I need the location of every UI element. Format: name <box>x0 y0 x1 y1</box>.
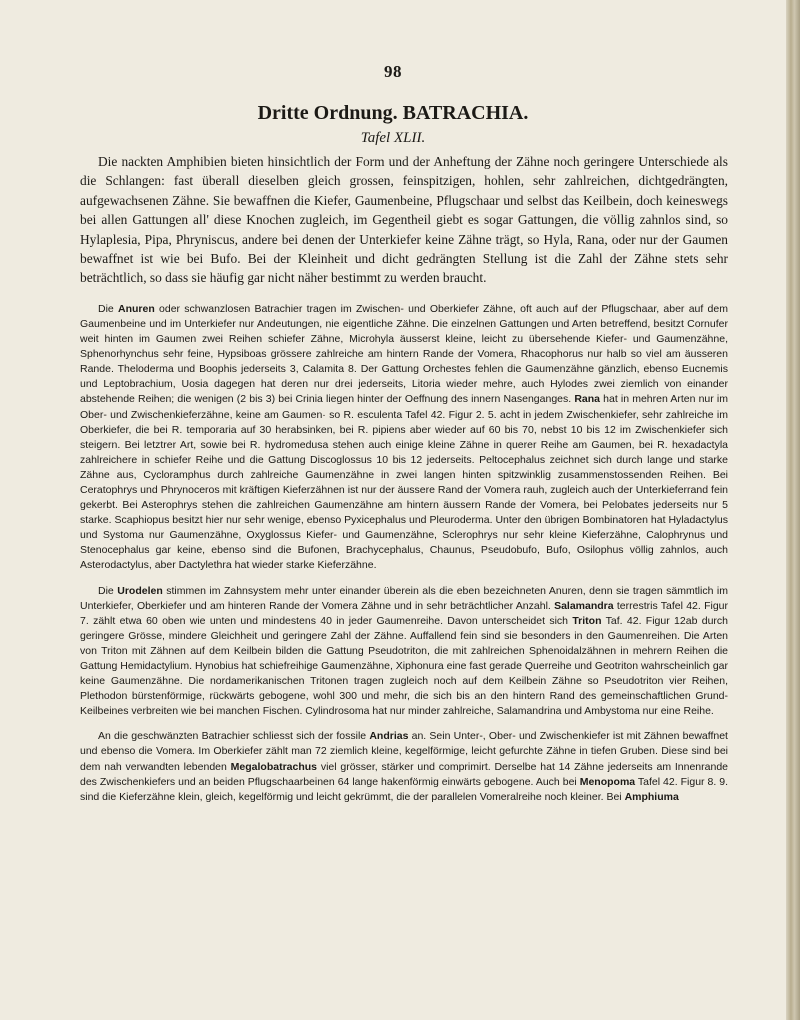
text-run: Die nackten Amphibien bieten hinsichtlich der Form und der Anheftung der Zähne noch geringere Unterschiede als die Schlangen: fast überall dieselben gleich grossen, feinspitzigen, hohlen, sehr zahlreichen, dichtgedrängten, aufgewachsenen Zähne. Sie bewaffnen die Kiefer, Gaumenbeine, Pflugschaar und selbst das Keilbein, doch keineswegs bei allen Gattungen all' diese Knochen zugleich, im Gegentheil giebt es sogar Gattungen, die völlig zahnlos sind, so Hylaplesia, Pipa, Phryniscus, andere bei denen der Unterkiefer keine Zähne trägt, so Hyla, Rana, oder nur der Gaumen bewaffnet ist wie bei Bufo. Bei der Kleinheit und dicht gedrängten Stellung ist die Zahl der Zähne stets sehr beträchtlich, so dass sie häufig gar nicht näher bestimmt zu werden braucht. <box>80 154 728 286</box>
taxon-name: Urodelen <box>117 584 163 597</box>
text-run: Die <box>98 584 118 597</box>
text-run: stimmen im Zahnsystem mehr unter einander überein als die eben bezeichneten Anuren, denn sie tragen sämmtlich im Unterkiefer, Oberkiefer und am hinteren Rande der Vomera Zähne und in sehr beträchtlicher Anzahl. <box>80 584 728 612</box>
taxon-name: Salamandra <box>554 599 614 612</box>
plate-reference: Tafel XLII. <box>360 130 426 146</box>
paragraph <box>80 302 728 574</box>
taxon-name: Rana <box>574 393 600 406</box>
page-number: 98 <box>384 62 402 81</box>
text-run: an. Sein Unter-, Ober- und Zwischenkiefer ist mit Zähnen bewaffnet und ebenso die Vomera. Im Oberkiefer zählt man 72 ziemlich kleine, kegelförmige, leicht gefurchte Zähne in tiefen Gruben. Diese sind bei dem nah verwandten lebenden <box>80 730 728 773</box>
text-run: oder schwanzlosen Batrachier tragen im Zwischen- und Oberkiefer Zähne, oft auch auf der Pflugschaar, aber auf dem Gaumenbeine und im Unterkiefer nur Andeutungen, nie eigentliche Zähne. Die einzelnen Gattungen und Arten betreffend, besitzt Cornufer weit hinten im Gaumen zwei Reihen schiefer Zähne, Microhyla äusserst kleine, leicht zu übersehende Kiefer- und Gaumenzähne, Sphenorhynchus sehr feine, Hypsiboas grössere zahlreiche am hintern Rande der Vomera, Rhacophorus nur halb so viel am äusseren Rande. Theloderma und Boophis jederseits 3, Calamita 8. Der Gattung Orchestes fehlen die Gaumenzähne gänzlich, ebenso Eucnemis und Leptobrachium, Uosia dagegen hat deren nur drei jederseits, Litoria wieder mehre, auch Hylodes zwei ziemlich von einander abstehende Reihen; die wenigen (2 bis 3) bei Crinia liegen hinter der Oeffnung des innern Nasenganges. <box>80 302 728 406</box>
taxon-name: Megalobatrachus <box>230 760 318 773</box>
order-title: Dritte Ordnung. BATRACHIA. <box>257 102 529 124</box>
paragraph <box>80 152 728 288</box>
paragraph <box>80 584 728 720</box>
text-run: An die geschwänzten Batrachier schliesst sich der fossile <box>98 730 370 743</box>
text-run: terrestris Tafel 42. Figur 7. zählt etwa 60 oben wie unten und mindestens 40 in jeder Gaumenreihe. Davon unterscheidet sich <box>80 599 728 627</box>
text-run: hat in mehren Arten nur im Ober- und Zwischenkieferzähne, keine am Gaumen· so R. esculenta Tafel 42. Figur 2. 5. acht in jedem Zwischenkiefer, sehr zahlreiche im Oberkiefer, die bei R. temporaria auf 30 herabsinken, bei R. pipiens aber wieder auf 60 bis 70, nebst 10 bis 12 im Zwischenkiefer sich steigern. Bei letztrer Art, sowie bei R. hydromedusa stehen auch einige kleine Zähne in querer Reihe am Gaumen, bei R. hexadactyla zahlreichere in schiefer Reihe und die Gattung Discoglossus 10 bis 12 jederseits. Peltocephalus zeichnet sich durch lange und starke Zähne aus, Cycloramphus durch zahlreiche Gaumenzähne in zwei langen hinten spitzwinklig zusammenstossenden Reihen. Bei Ceratophrys und Phrynoceros mit kräftigen Kieferzähnen ist nur der äussere Rand der Vomera rauh, zugleich auch der Unterkieferrand fein gekerbt. Bei Asterophrys stehen die zahlreichen Gaumenzähne am hintern äussern Rande der Vomera, bei Pelobates jederseits nur 5 starke. Scaphiopus besitzt hier nur sehr wenige, ebenso Pyxicephalus und Pleuroderma. Unter den übrigen Bombinatoren hat Hyladactylus und Systoma nur Gaumenzähne, Oxyglossus Kiefer- und Gaumenzähne, Sclerophrys nur sehr kleine Kieferzähne, Calophrynus und Stenocephalus gar keine, ebenso sind die Bufonen, Brachycephalus, Chaunus, Pseudobufo, Bufo, Osilophus völlig zahnlos, auch Asterodactylus, aber Dactylethra hat wieder starke Kieferzähne. <box>80 393 728 572</box>
text-run: Tafel 42. Figur 8. 9. sind die Kieferzähne klein, gleich, kegelförmig und leicht gekrümmt, die der parallelen Vomeralreihe noch kleiner. Bei <box>80 775 728 803</box>
page-edge <box>786 0 800 1020</box>
text-run: Taf. 42. Figur 12ab durch geringere Grösse, mindere Gleichheit und geringere Zahl der Zähne. Auffallend fein sind sie besonders in den Gaumenreihen. Die Arten von Triton mit Zähnen auf dem Keilbein bilden die Gattung Pseudotriton, die mit zahlreichen Sphenoidalzähnen in mehrern Reihen die Gattung Hemidactylium. Hynobius hat schiefreihige Gaumenzähne, Xiphonura eine fast gerade Querreihe und Geotriton wahrscheinlich gar keine Gaumenzähne. Die nordamerikanischen Tritonen tragen zugleich noch auf dem Keilbein Zähne so Pseudotriton vier Reihen, Plethodon bürstenförmige, rückwärts gebogene, wohl 300 und mehr, die sich bis an den hintern Rand des gemeinschaftlichen Grund-Keilbeines verbreiten wie bei manchen Fischen. Cylindrosoma hat nur minder zahlreiche, Salamandrina und Ambystoma nur eine Reihe. <box>80 614 728 718</box>
text-run: viel grösser, stärker und comprimirt. Derselbe hat 14 Zähne jederseits am Innenrande des Zwischenkiefers und an beiden Pflugschaarbeinen 64 lange hakenförmig einwärts gebogene. Auch bei <box>80 760 729 788</box>
taxon-name: Menopoma <box>579 775 636 788</box>
taxon-name: Anuren <box>118 302 155 315</box>
text-run: Die <box>98 302 119 315</box>
taxon-name: Triton <box>572 614 602 627</box>
paragraph <box>80 729 728 804</box>
body-text <box>80 152 728 815</box>
taxon-name: Amphiuma <box>624 790 679 803</box>
taxon-name: Andrias <box>369 730 409 743</box>
